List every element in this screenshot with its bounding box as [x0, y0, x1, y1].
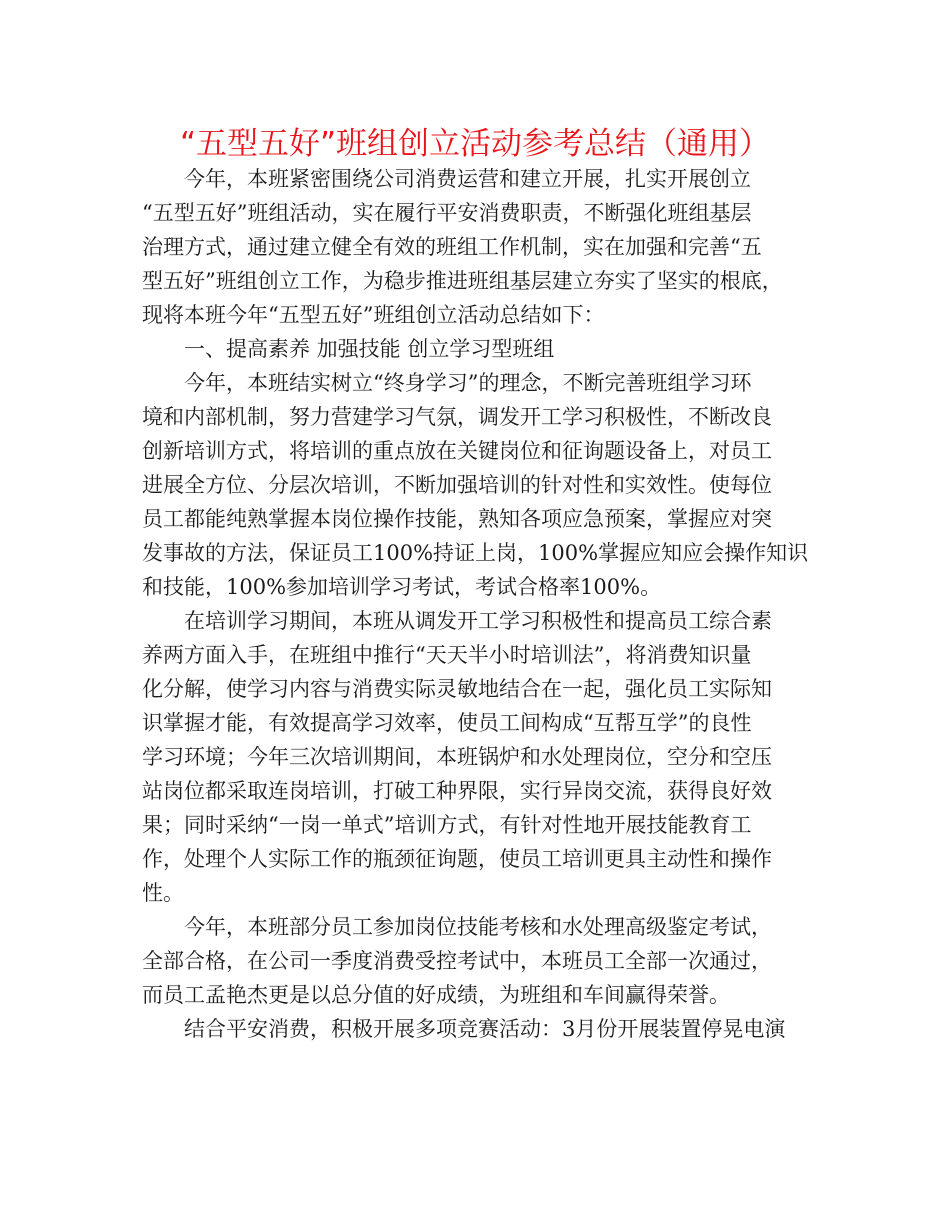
body-line: 发事故的方法，保证员工100%持证上岗，100%掌握应知应会操作知识 — [142, 541, 809, 565]
body-line: 在培训学习期间，本班从调发开工学习积极性和提高员工综合素 — [184, 609, 772, 633]
body-line: 化分解，使学习内容与消费实际灵敏地结合在一起，强化员工实际知 — [142, 677, 772, 701]
body-line: 识掌握才能，有效提高学习效率，使员工间构成“互帮互学”的良性 — [142, 711, 752, 735]
body-line: 型五好”班组创立工作，为稳步推进班组基层建立夯实了坚实的根底， — [142, 269, 783, 293]
body-line: 全部合格，在公司一季度消费受控考试中，本班员工全部一次通过， — [142, 949, 772, 973]
body-line: 创新培训方式，将培训的重点放在关键岗位和征询题设备上，对员工 — [142, 439, 772, 463]
document-body — [142, 162, 814, 1046]
body-line: 一、提高素养 加强技能 创立学习型班组 — [184, 337, 555, 361]
body-line: 学习环境；今年三次培训期间，本班锅炉和水处理岗位，空分和空压 — [142, 745, 772, 769]
body-line: 性。 — [142, 881, 184, 905]
body-line: 境和内部机制，努力营建学习气氛，调发开工学习积极性，不断改良 — [142, 405, 772, 429]
body-line: 而员工孟艳杰更是以总分值的好成绩，为班组和车间赢得荣誉。 — [142, 983, 730, 1007]
body-line: 治理方式，通过建立健全有效的班组工作机制，实在加强和完善“五 — [142, 235, 762, 259]
body-line: 今年，本班部分员工参加岗位技能考核和水处理高级鉴定考试， — [184, 915, 772, 939]
body-line: 果；同时采纳“一岗一单式”培训方式，有针对性地开展技能教育工 — [142, 813, 752, 837]
body-line: 进展全方位、分层次培训，不断加强培训的针对性和实效性。使每位 — [142, 473, 772, 497]
body-line: 今年，本班结实树立“终身学习”的理念，不断完善班组学习环 — [184, 371, 752, 395]
body-line: 结合平安消费，积极开展多项竞赛活动：3月份开展装置停晃电演 — [184, 1017, 786, 1041]
body-line: 作，处理个人实际工作的瓶颈征询题，使员工培训更具主动性和操作 — [142, 847, 772, 871]
document-title: “五型五好”班组创立活动参考总结（通用） — [179, 126, 771, 162]
body-line: “五型五好”班组活动，实在履行平安消费职责，不断强化班组基层 — [142, 201, 752, 225]
body-line: 和技能，100%参加培训学习考试，考试合格率100%。 — [142, 575, 662, 599]
body-line: 站岗位都采取连岗培训，打破工种界限，实行异岗交流，获得良好效 — [142, 779, 772, 803]
body-line: 现将本班今年“五型五好”班组创立活动总结如下： — [142, 303, 605, 327]
body-line: 今年，本班紧密围绕公司消费运营和建立开展，扎实开展创立 — [184, 167, 751, 191]
body-line: 员工都能纯熟掌握本岗位操作技能，熟知各项应急预案，掌握应对突 — [142, 507, 772, 531]
body-line: 养两方面入手，在班组中推行“天天半小时培训法”，将消费知识量 — [142, 643, 752, 667]
